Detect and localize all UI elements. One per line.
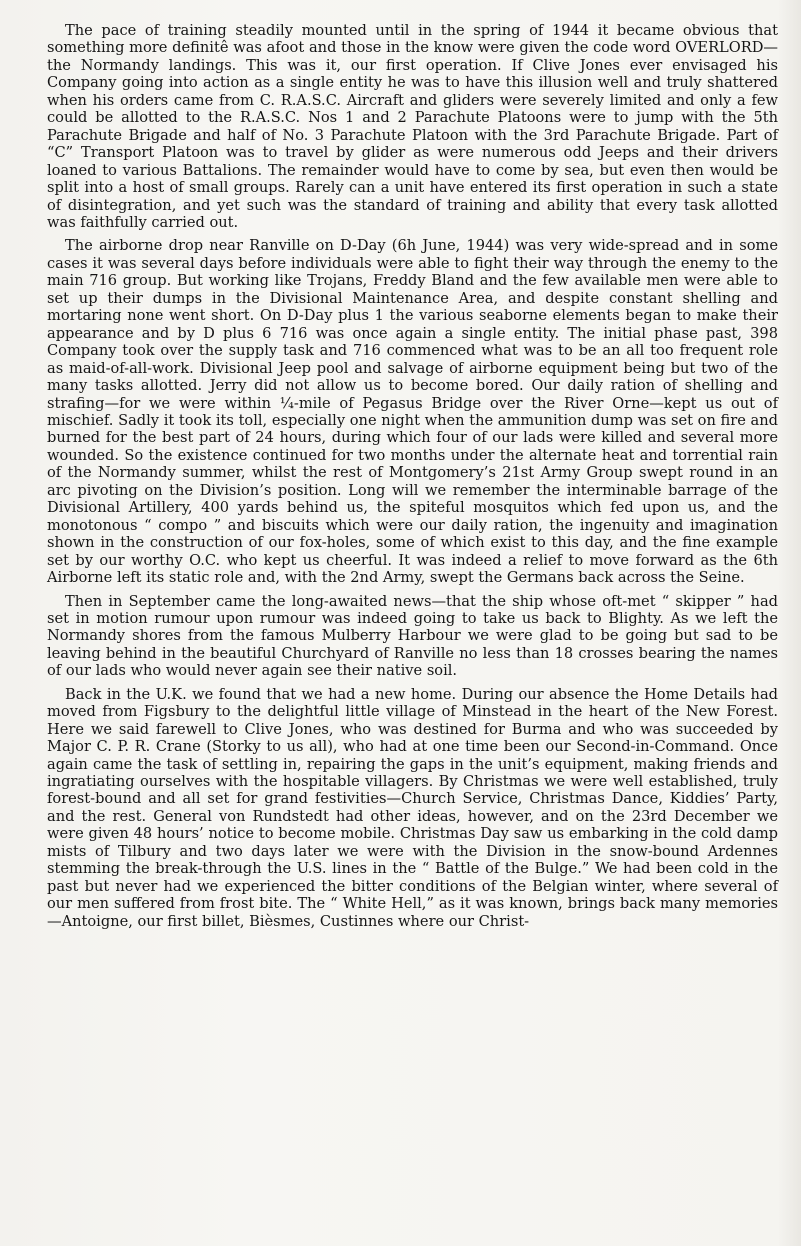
paragraph-return-to-blighty: Then in September came the long-awaited news—that the ship whose oft-met “ skipper ” had set in motion rumour upon rumour was indeed going to take us back to Blighty. As we left the Normandy shores from the famous Mulberry Harbour we were glad to be going but sad to be leaving behind in the beautiful Churchyard of Ranville no less than 18 crosses bearing the names of our lads who would never again see their native soil. bbox=[47, 592, 778, 680]
page-edge-shadow bbox=[779, 0, 801, 1246]
paragraph-back-in-uk: Back in the U.K. we found that we had a new home. During our absence the Home Details had moved from Figsbury to the delightful little village of Minstead in the heart of the New Forest. Here we said farewell to Clive Jones, who was destined for Burma and who was succeeded by Major C. P. R. Crane (Storky to us all), who had at one time been our Second-in-Command. Once again came the task of settling in, repairing the gaps in the unit’s equipment, making friends and ingratiating ourselves with the hospitable villagers. By Christmas we were well established, truly forest-bound and all set for grand festivities—Church Service, Christmas Dance, Kiddies’ Party, and the rest. General von Rundstedt had other ideas, however, and on the 23rd December we were given 48 hours’ notice to become mobile. Christmas Day saw us embarking in the cold damp mists of Tilbury and two days later we were with the Division in the snow-bound Ardennes stemming the break-through the U.S. lines in the “ Battle of the Bulge.” We had been cold in the past but never had we experienced the bitter conditions of the Belgian winter, where several of our men suffered from frost bite. The “ White Hell,” as it was known, brings back many memories—Antoigne, our first billet, Bièsmes, Custinnes where our Christ- bbox=[47, 685, 778, 930]
paragraph-d-day: The airborne drop near Ranville on D-Day (6h June, 1944) was very wide-spread and in some cases it was several days before individuals were able to fight their way through the enemy to the main 716 group. But working like Trojans, Freddy Bland and the few available men were able to set up their dumps in the Divisional Maintenance Area, and despite constant shelling and mortaring none went short. On D-Day plus 1 the various seaborne elements began to make their appearance and by D plus 6 716 was once again a single entity. The initial phase past, 398 Company took over the supply task and 716 commenced what was to be an all too frequent role as maid-of-all-work. Divisional Jeep pool and salvage of airborne equipment being but two of the many tasks allotted. Jerry did not allow us to become bored. Our daily ration of shelling and strafing—for we were within ¼-mile of Pegasus Bridge over the River Orne—kept us out of mischief. Sadly it took its toll, especially one night when the ammunition dump was set on fire and burned for the best part of 24 hours, during which four of our lads were killed and several more wounded. So the existence continued for two months under the alternate heat and torrential rain of the Normandy summer, whilst the rest of Montgomery’s 21st Army Group swept round in an arc pivoting on the Division’s position. Long will we remember the interminable barrage of the Divisional Artillery, 400 yards behind us, the spiteful mosquitos which fed upon us, and the monotonous “ compo ” and biscuits which were our daily ration, the ingenuity and imagination shown in the construction of our fox-holes, some of which exist to this day, and the fine example set by our worthy O.C. who kept us cheerful. It was indeed a relief to move forward as the 6th Airborne left its static role and, with the 2nd Army, swept the Germans back across the Seine. bbox=[47, 237, 778, 587]
paragraph-overlord: The pace of training steadily mounted until in the spring of 1944 it became obvious that something more definitê was afoot and those in the know were given the code word OVERLORD—the Normandy landings. This was it, our first operation. If Clive Jones ever envisaged his Company going into action as a single entity he was to have this illusion well and truly shattered when his orders came from C. R.A.S.C. Aircraft and gliders were severely limited and only a few could be allotted to the R.A.S.C. Nos 1 and 2 Parachute Platoons were to jump with the 5th Parachute Brigade and half of No. 3 Parachute Platoon with the 3rd Parachute Brigade. Part of “C” Transport Platoon was to travel by glider as were numerous odd Jeeps and their drivers loaned to various Battalions. The remainder would have to come by sea, but even then would be split into a host of small groups. Rarely can a unit have entered its first operation in such a state of disintegration, and yet such was the standard of training and ability that every task allotted was faithfully carried out. bbox=[47, 22, 778, 231]
article-body bbox=[47, 22, 778, 936]
